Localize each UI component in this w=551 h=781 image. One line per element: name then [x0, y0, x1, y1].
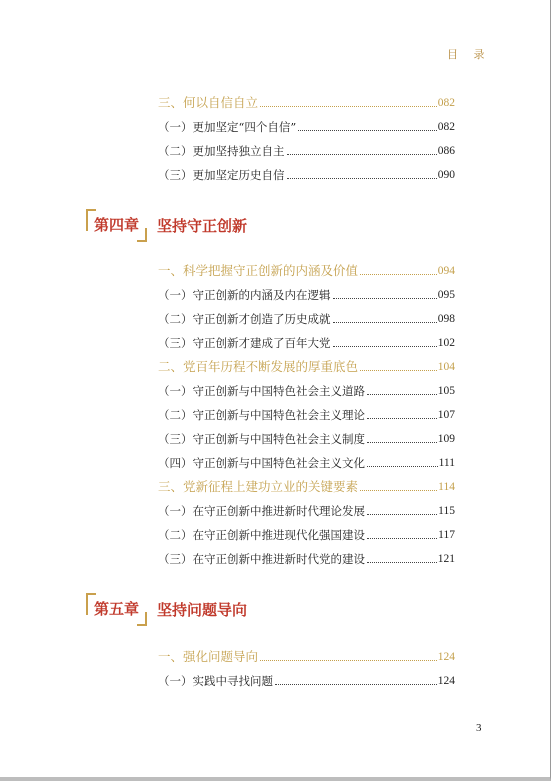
- toc-entry[interactable]: [158, 646, 455, 664]
- chapter-number: 第五章: [88, 595, 145, 623]
- leader-dots: [287, 154, 437, 155]
- toc-entry-page: 098: [437, 313, 455, 325]
- chapter-heading[interactable]: [88, 594, 247, 624]
- chapter-heading[interactable]: [88, 210, 247, 240]
- toc-entry-text: （一）守正创新的内涵及内在逻辑: [158, 288, 331, 302]
- leader-dots: [298, 130, 436, 131]
- toc-entry-text: 三、党新征程上建功立业的关键要素: [158, 479, 359, 494]
- leader-dots: [360, 490, 437, 491]
- leader-dots: [367, 442, 437, 443]
- toc-entry-page: 121: [437, 553, 455, 565]
- leader-dots: [275, 684, 437, 685]
- toc-entry-page: 114: [438, 481, 455, 493]
- page-number: 3: [476, 722, 482, 734]
- toc-entry-page: 107: [437, 409, 455, 421]
- leader-dots: [360, 370, 437, 371]
- toc-entry-page: 105: [437, 385, 455, 397]
- toc-entry-text: （三）在守正创新中推进新时代党的建设: [158, 552, 365, 566]
- chapter-title: 坚持问题导向: [157, 600, 248, 619]
- toc-entry[interactable]: [158, 548, 455, 566]
- toc-entry-page: 082: [437, 121, 455, 133]
- leader-dots: [367, 418, 437, 419]
- leader-dots: [333, 322, 437, 323]
- toc-entry[interactable]: [158, 404, 455, 422]
- leader-dots: [367, 514, 437, 515]
- toc-entry-page: 124: [437, 651, 455, 663]
- leader-dots: [367, 562, 437, 563]
- toc-entry-text: （二）守正创新与中国特色社会主义理论: [158, 408, 365, 422]
- toc-entry[interactable]: [158, 380, 455, 398]
- toc-entry[interactable]: [158, 428, 455, 446]
- toc-entry-page: 109: [437, 433, 455, 445]
- leader-dots: [287, 178, 437, 179]
- toc-entry-text: （一）更加坚定“四个自信”: [158, 120, 297, 134]
- leader-dots: [260, 106, 437, 107]
- toc-entry-page: 086: [437, 145, 455, 157]
- toc-entry-text: 一、强化问题导向: [158, 649, 259, 664]
- toc-entry-text: （三）守正创新才建成了百年大党: [158, 336, 331, 350]
- leader-dots: [333, 346, 437, 347]
- toc-entry[interactable]: [158, 356, 455, 374]
- toc-entry[interactable]: [158, 92, 455, 110]
- toc-entry-text: 三、何以自信自立: [158, 95, 259, 110]
- chapter-number: 第四章: [88, 211, 145, 239]
- toc-entry-text: （四）守正创新与中国特色社会主义文化: [158, 456, 365, 470]
- toc-entry-page: 124: [437, 675, 455, 687]
- toc-entry-page: 082: [437, 97, 455, 109]
- leader-dots: [333, 298, 437, 299]
- toc-entry-text: （一）实践中寻找问题: [158, 674, 273, 688]
- toc-entry-page: 094: [437, 265, 455, 277]
- toc-entry-text: （一）在守正创新中推进新时代理论发展: [158, 504, 365, 518]
- toc-entry[interactable]: [158, 500, 455, 518]
- toc-entry-text: 二、党百年历程不断发展的厚重底色: [158, 359, 359, 374]
- toc-entry[interactable]: [158, 284, 455, 302]
- leader-dots: [367, 538, 437, 539]
- toc-entry-text: 一、科学把握守正创新的内涵及价值: [158, 263, 359, 278]
- toc-entry-page: 115: [438, 505, 455, 517]
- toc-entry-text: （一）守正创新与中国特色社会主义道路: [158, 384, 365, 398]
- toc-entry-page: 104: [437, 361, 455, 373]
- toc-entry-page: 090: [437, 169, 455, 181]
- toc-entry[interactable]: [158, 260, 455, 278]
- toc-entry[interactable]: [158, 140, 455, 158]
- toc-entry-page: 095: [437, 289, 455, 301]
- running-head: 目 录: [447, 48, 491, 61]
- toc-entry-page: 111: [438, 457, 455, 469]
- toc-entry[interactable]: [158, 524, 455, 542]
- toc-entry[interactable]: [158, 164, 455, 182]
- toc-entry[interactable]: [158, 332, 455, 350]
- toc-entry[interactable]: [158, 308, 455, 326]
- toc-entry[interactable]: [158, 116, 455, 134]
- toc-entry-text: （二）更加坚持独立自主: [158, 144, 285, 158]
- toc-entry-text: （三）更加坚定历史自信: [158, 168, 285, 182]
- toc-entry-text: （二）在守正创新中推进现代化强国建设: [158, 528, 365, 542]
- toc-entry-page: 102: [437, 337, 455, 349]
- toc-entry-text: （二）守正创新才创造了历史成就: [158, 312, 331, 326]
- toc-entry[interactable]: [158, 476, 455, 494]
- chapter-title: 坚持守正创新: [157, 216, 248, 235]
- leader-dots: [367, 466, 438, 467]
- leader-dots: [367, 394, 437, 395]
- leader-dots: [260, 660, 437, 661]
- toc-entry[interactable]: [158, 670, 455, 688]
- leader-dots: [360, 274, 437, 275]
- toc-entry-page: 117: [438, 529, 455, 541]
- toc-entry-text: （三）守正创新与中国特色社会主义制度: [158, 432, 365, 446]
- toc-entry[interactable]: [158, 452, 455, 470]
